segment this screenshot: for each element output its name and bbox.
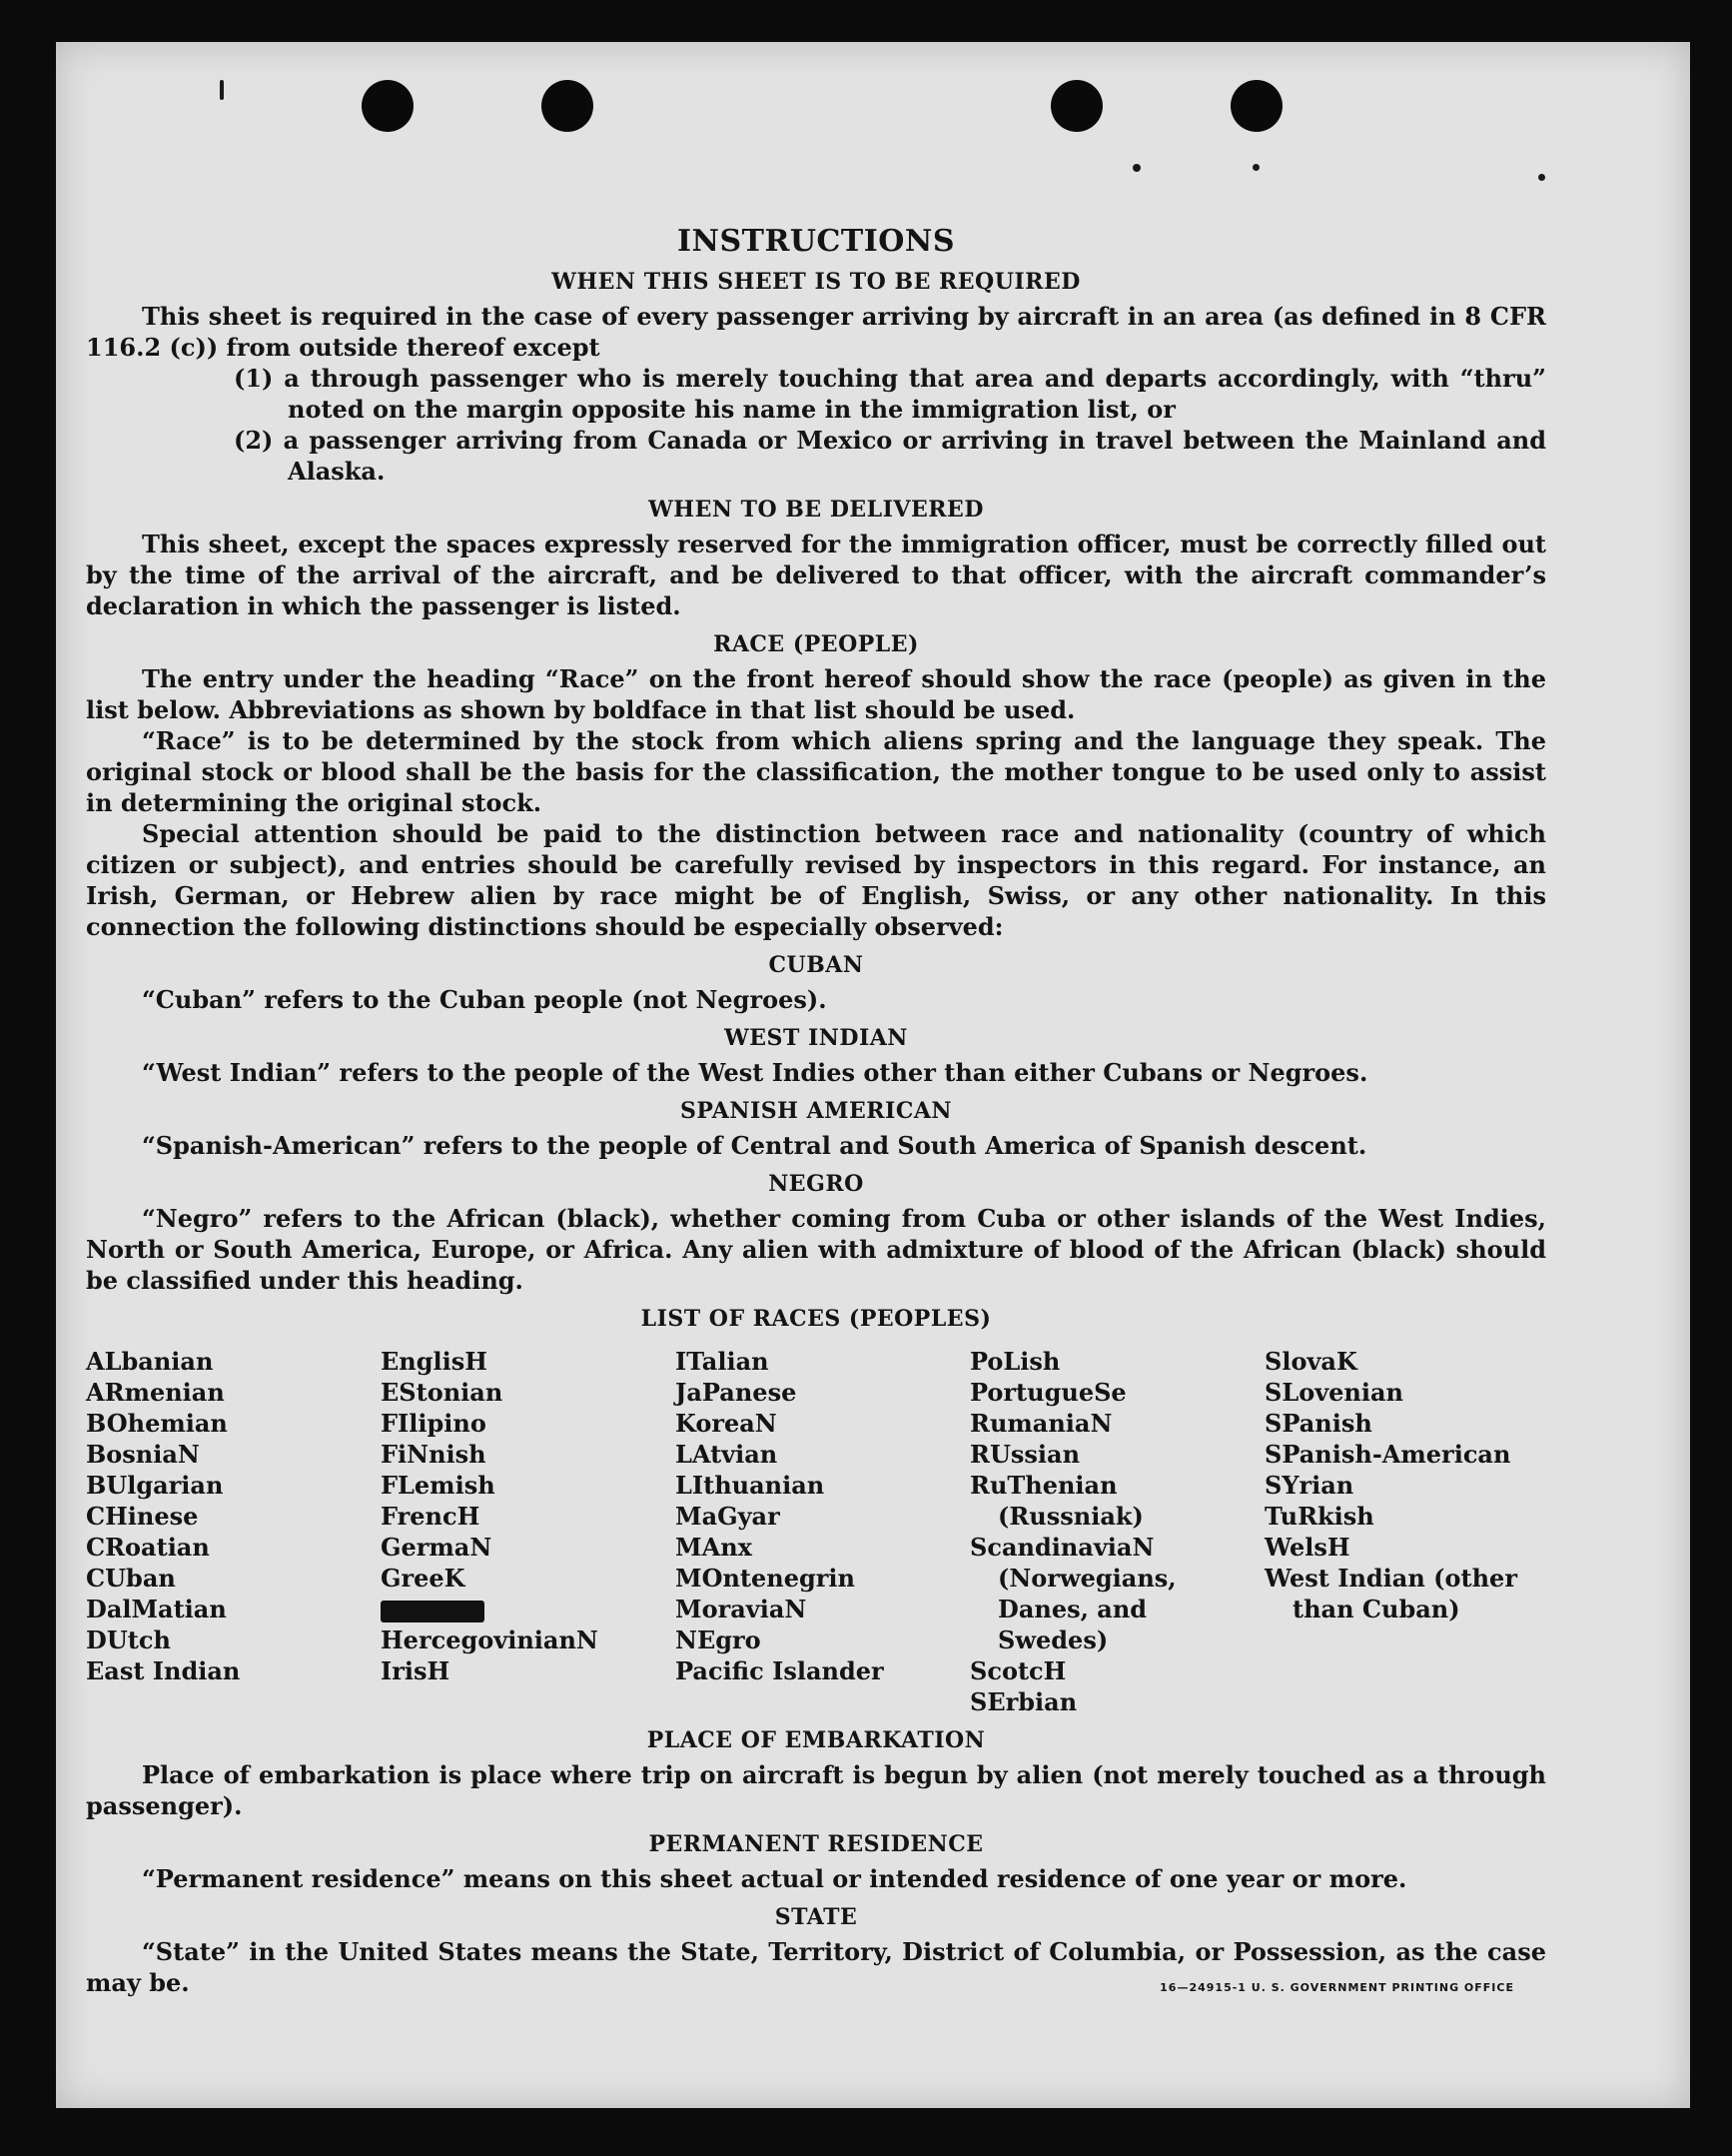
section-heading-race: RACE (PEOPLE): [713, 631, 919, 657]
cuban-text: “Cuban” refers to the Cuban people (not Negroes).: [142, 985, 827, 1014]
required-exception-1: (1) a through passenger who is merely touching that area and departs accordingly, with “thru” noted on the margin opposite his name in the immigration list, or: [234, 364, 1546, 424]
state-block: [86, 1936, 1546, 1998]
punch-hole: [1051, 80, 1103, 132]
race-entry: FiNnish: [381, 1440, 486, 1469]
race-entry: CRoatian: [86, 1533, 210, 1562]
race-entry: SlovaK: [1265, 1347, 1357, 1376]
race-entry: KoreaN: [675, 1409, 777, 1438]
race-entry: SPanish: [1265, 1409, 1372, 1438]
race-entry: ARmenian: [86, 1378, 225, 1407]
race-entry: IrisH: [381, 1656, 450, 1685]
race-entry: WelsH: [1265, 1533, 1350, 1562]
punch-hole: [541, 80, 593, 132]
punch-hole: [1231, 80, 1283, 132]
race-entry: ITalian: [675, 1347, 769, 1376]
race-entry: East Indian: [86, 1656, 241, 1685]
speck: [1253, 164, 1260, 171]
race-entry: DalMatian: [86, 1595, 227, 1623]
race-entry: MaGyar: [675, 1502, 780, 1531]
race-entry: LIthuanian: [675, 1471, 825, 1500]
required-intro: This sheet is required in the case of every passenger arriving by aircraft in an area (as defined in 8 CFR 116.2 (c)) from outside thereof except: [86, 302, 1546, 362]
residence-text: “Permanent residence” means on this sheet actual or intended residence of one year or more.: [142, 1864, 1407, 1893]
race-entry: PortugueSe: [970, 1378, 1127, 1407]
race-entry: ALbanian: [86, 1347, 214, 1376]
race-entry: EnglisH: [381, 1347, 487, 1376]
race-entry: HercegovinianN: [381, 1625, 598, 1654]
races-list: [86, 1346, 1546, 1717]
embarkation-text: Place of embarkation is place where trip on aircraft is begun by alien (not merely touched as a through passenger).: [86, 1760, 1546, 1820]
race-entry: SLovenian: [1265, 1378, 1403, 1407]
races-column-2: [381, 1346, 675, 1717]
race-entry: RuThenian (Russniak): [970, 1471, 1144, 1531]
race-entry: FrencH: [381, 1502, 480, 1531]
race-paragraph-2: “Race” is to be determined by the stock from which aliens spring and the language they speak. The original stock or blood shall be the basis for the classification, the mother tongue to be used only to assist in determining the original stock.: [86, 726, 1546, 817]
race-entry: [381, 1594, 675, 1624]
race-entry: BUlgarian: [86, 1471, 224, 1500]
race-entry: NEgro: [675, 1625, 761, 1654]
section-heading-embarkation: PLACE OF EMBARKATION: [646, 1727, 986, 1753]
race-entry: MoraviaN: [675, 1595, 807, 1623]
delivered-text: This sheet, except the spaces expressly reserved for the immigration officer, must be correctly filled out by the time of the arrival of the aircraft, and be delivered to that officer, with the aircraft commander’s declaration in which the passenger is listed.: [86, 530, 1546, 620]
section-heading-delivered: WHEN TO BE DELIVERED: [648, 497, 984, 523]
race-entry: Pacific Islander: [675, 1656, 884, 1685]
race-entry: BOhemian: [86, 1409, 228, 1438]
redacted-mark: [381, 1601, 484, 1622]
races-column-3: [675, 1346, 970, 1717]
section-heading-races-list: LIST OF RACES (PEOPLES): [640, 1306, 992, 1332]
punch-hole: [362, 80, 414, 132]
race-entry: GreeK: [381, 1564, 465, 1593]
race-entry: FLemish: [381, 1471, 495, 1500]
section-heading-required: WHEN THIS SHEET IS TO BE REQUIRED: [551, 269, 1081, 295]
race-entry: FIlipino: [381, 1409, 486, 1438]
required-exception-2: (2) a passenger arriving from Canada or Mexico or arriving in travel between the Mainland and Alaska.: [234, 426, 1546, 486]
negro-text: “Negro” refers to the African (black), whether coming from Cuba or other islands of the West Indies, North or South America, Europe, or Africa. Any alien with admixture of blood of the African (black) should be classified under this heading.: [86, 1204, 1546, 1295]
race-entry: MAnx: [675, 1533, 752, 1562]
race-entry: CHinese: [86, 1502, 199, 1531]
speck: [1538, 174, 1545, 181]
section-heading-spanish-american: SPANISH AMERICAN: [679, 1098, 953, 1124]
race-entry: SPanish-American: [1265, 1440, 1511, 1469]
race-entry: MOntenegrin: [675, 1564, 855, 1593]
races-column-5: [1265, 1346, 1546, 1717]
race-entry: RumaniaN: [970, 1409, 1113, 1438]
race-entry: West Indian (other than Cuban): [1265, 1564, 1517, 1623]
printing-office-code: 16—24915-1 U. S. GOVERNMENT PRINTING OFFICE: [1160, 1981, 1514, 1994]
race-entry: DUtch: [86, 1625, 171, 1654]
section-heading-cuban: CUBAN: [768, 952, 864, 978]
races-column-4: [970, 1346, 1265, 1717]
west-indian-text: “West Indian” refers to the people of the West Indies other than either Cubans or Negroes.: [142, 1058, 1368, 1087]
race-paragraph-3: Special attention should be paid to the distinction between race and nationality (country of which citizen or subject), and entries should be carefully revised by inspectors in this regard. For instance, an Irish, German, or Hebrew alien by race might be of English, Swiss, or any other nationality. In this connection the following distinctions should be especially observed:: [86, 819, 1546, 941]
race-entry: ScotcH: [970, 1656, 1067, 1685]
speck: [220, 80, 224, 100]
race-entry: ScandinaviaN (Norwegians, Danes, and Swedes): [970, 1533, 1177, 1654]
section-heading-state: STATE: [774, 1904, 858, 1930]
race-entry: LAtvian: [675, 1440, 778, 1469]
race-entry: JaPanese: [675, 1378, 797, 1407]
race-entry: EStonian: [381, 1378, 503, 1407]
race-paragraph-1: The entry under the heading “Race” on the front hereof should show the race (people) as given in the list below. Abbreviations as shown by boldface in that list should be used.: [86, 664, 1546, 724]
race-entry: SYrian: [1265, 1471, 1354, 1500]
state-text: “State” in the United States means the State, Territory, District of Columbia, or Possession, as the case may be.: [86, 1937, 1546, 1997]
page-title: INSTRUCTIONS: [677, 224, 955, 259]
race-entry: CUban: [86, 1564, 176, 1593]
race-entry: GermaN: [381, 1533, 492, 1562]
document-page: [56, 42, 1690, 2108]
instructions-content: [86, 182, 1546, 1998]
spanish-american-text: “Spanish-American” refers to the people of Central and South America of Spanish descent.: [142, 1131, 1367, 1160]
race-entry: SErbian: [970, 1687, 1078, 1716]
speck: [1133, 164, 1141, 172]
section-heading-west-indian: WEST INDIAN: [724, 1025, 908, 1051]
section-heading-residence: PERMANENT RESIDENCE: [648, 1831, 984, 1857]
section-heading-negro: NEGRO: [768, 1171, 864, 1197]
race-entry: TuRkish: [1265, 1502, 1374, 1531]
race-entry: RUssian: [970, 1440, 1081, 1469]
race-entry: PoLish: [970, 1347, 1061, 1376]
races-column-1: [86, 1346, 381, 1717]
race-entry: BosniaN: [86, 1440, 200, 1469]
